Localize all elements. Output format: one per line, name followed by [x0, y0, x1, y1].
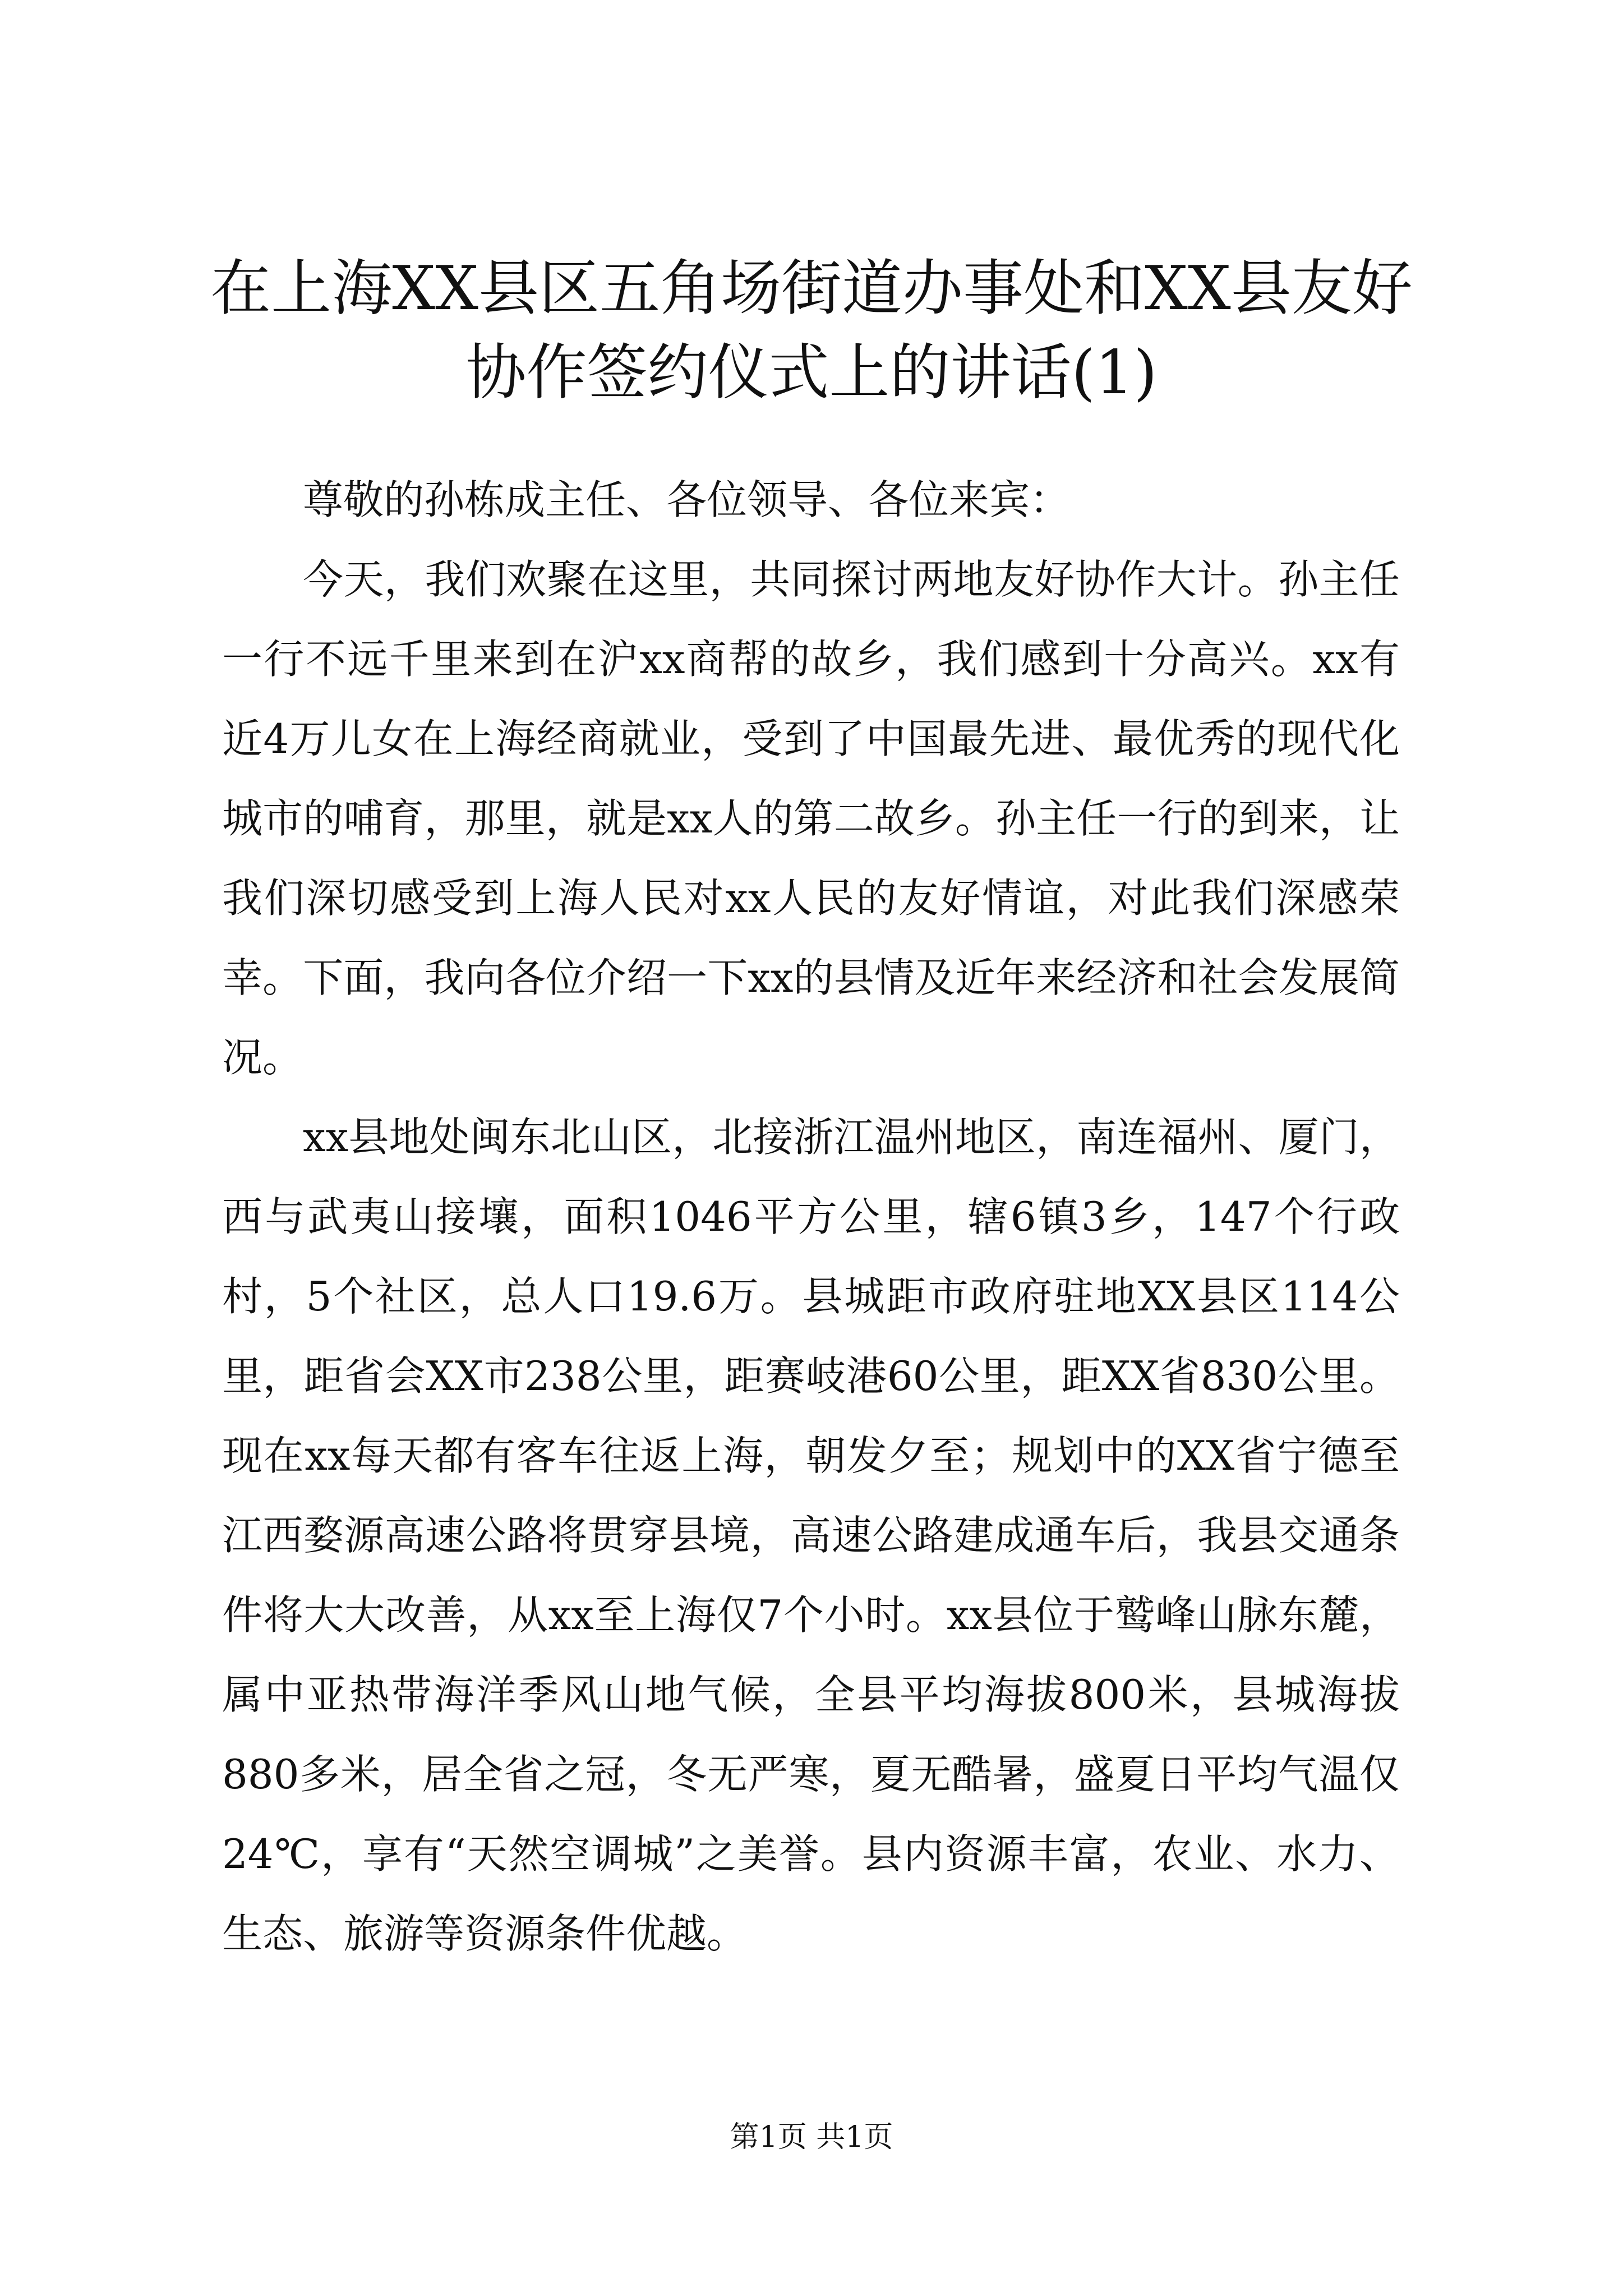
page-footer: 第1页 共1页 [730, 2120, 893, 2154]
salutation-paragraph: 尊敬的孙栋成主任、各位领导、各位来宾： [303, 476, 1071, 523]
body-paragraph: 今天，我们欢聚在这里，共同探讨两地友好协作大计。孙主任一行不远千里来到在沪xx商帮的故乡，我们感到十分高兴。xx有近4万儿女在上海经商就业，受到了中国最先进、最优秀的现代化城市的哺育，那里，就是xx人的第二故乡。孙主任一行的到来，让我们深切感受到上海人民对xx人民的友好情谊，对此我们深感荣幸。下面，我向各位介绍一下xx的县情及近年来经济和社会发展简况。 [222, 556, 1400, 1081]
body-paragraph: xx县地处闽东北山区，北接浙江温州地区，南连福州、厦门，西与武夷山接壤，面积1046平方公里，辖6镇3乡，147个行政村，5个社区，总人口19.6万。县城距市政府驻地XX县区114公里，距省会XX市238公里，距赛岐港60公里，距XX省830公里。现在xx每天都有客车往返上海，朝发夕至；规划中的XX省宁德至江西婺源高速公路将贯穿县境，高速公路建成通车后，我县交通条件将大大改善，从xx至上海仅7个小时。xx县位于鹫峰山脉东麓，属中亚热带海洋季风山地气候，全县平均海拔800米，县城海拔880多米，居全省之冠，冬无严寒，夏无酷暑，盛夏日平均气温仅24℃，享有“天然空调城”之美誉。县内资源丰富，农业、水力、生态、旅游等资源条件优越。 [222, 1114, 1400, 1957]
document-body [222, 460, 1400, 1973]
document-title: 在上海XX县区五角场街道办事处和XX县友好协作签约仪式上的讲话(1) [210, 254, 1413, 408]
